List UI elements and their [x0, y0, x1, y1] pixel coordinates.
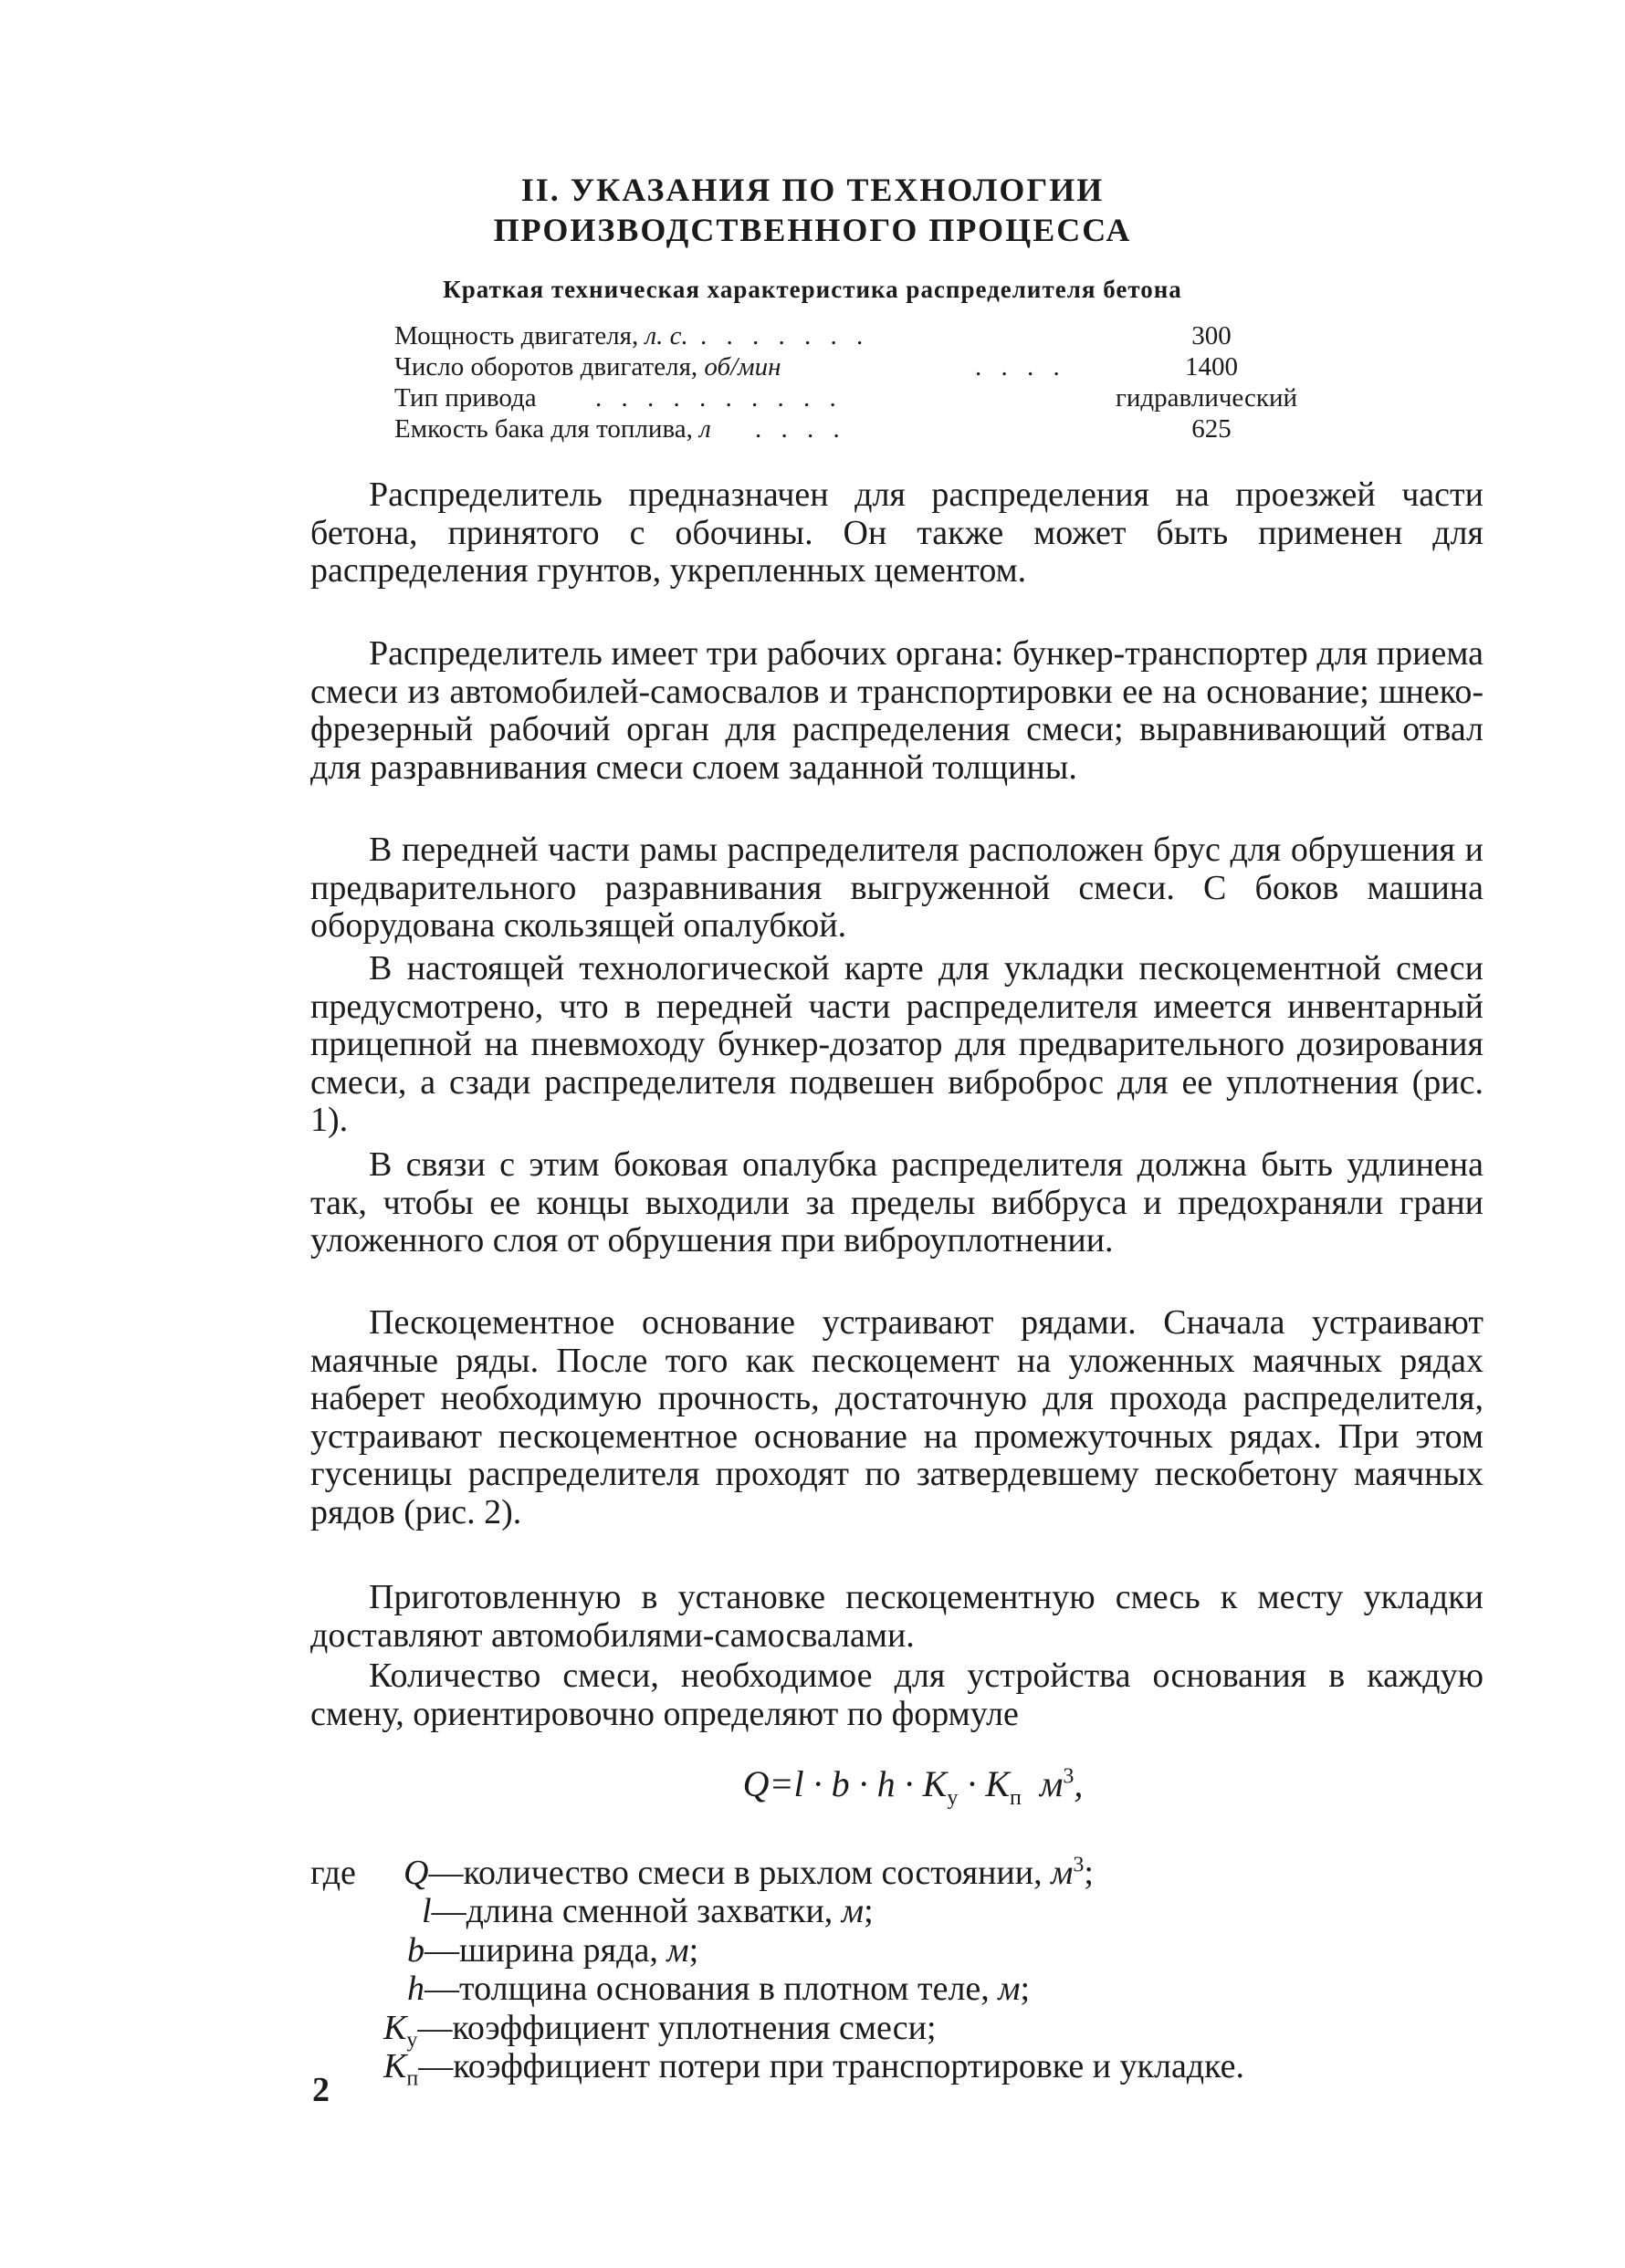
body-text [310, 476, 1483, 591]
spec-label: Мощность двигателя, л. с. [394, 321, 688, 350]
spec-leader-dots: . . . . . . . [700, 321, 870, 350]
legend-item: h—толщина основания в плотном теле, м; [407, 1970, 1031, 2008]
page-number: 2 [312, 2071, 330, 2109]
spec-value: гидравлический [1116, 383, 1298, 413]
legend-item: l—длина сменной захватки, м; [422, 1892, 874, 1930]
spec-leader-dots: . . . . . . . . . . [595, 383, 843, 413]
spec-label: Емкость бака для топлива, л [394, 414, 711, 444]
paragraph: В настоящей технологической карте для укладки пескоцементной смеси предусмотрено, что в передней части распределителя имеется инвентарный прицепной на пневмоходу бункер-дозатор для предварительного дозирования смеси, а сзади распределителя подвешен виброброс для ее уплотнения (рис. 1). [310, 949, 1483, 1140]
spec-row [394, 321, 1380, 354]
legend-where-label: где [310, 1854, 356, 1892]
spec-label: Число оборотов двигателя, об/мин [394, 352, 781, 381]
paragraph: Количество смеси, необходимое для устройства основания в каждую смену, ориентировочно определяют по формуле [310, 1657, 1483, 1733]
spec-leader-dots: . . . . [975, 352, 1066, 381]
spec-row [394, 352, 1380, 385]
paragraph: В связи с этим боковая опалубка распределителя должна быть удлинена так, чтобы ее концы выходили за пределы виббруса и предохраняли грани уложенного слоя от обрушения при виброуплотнении. [310, 1145, 1483, 1260]
legend-item: $K_у—коэффициент$ уплотнения смеси; [383, 2009, 937, 2053]
spec-table-title: Краткая техническая характеристика распределителя бетона [443, 276, 1182, 303]
legend-item: b—ширина ряда, м; [407, 1931, 699, 1970]
body-text [310, 1579, 1483, 1655]
paragraph: В передней части рамы распределителя расположен брус для обрушения и предварительного разравнивания выгруженной смеси. С боков машина оборудована скользящей опалубкой. [310, 831, 1483, 946]
formula: $Q=l \cdot b \cdot h \cdot K_у \cdot K_п$ $м^3$, [742, 1763, 1084, 1810]
paragraph: Распределитель предназначен для распределения на проезжей части бетона, принятого с обочины. Он также может быть применен для распределения грунтов, укрепленных цементом. [310, 476, 1483, 591]
spec-value: 300 [1191, 321, 1232, 350]
legend-item: $K_п—коэффициент$ потери при транспортировке и укладке. [383, 2047, 1245, 2091]
paragraph: Приготовленную в установке пескоцементную смесь к месту укладки доставляют автомобилями-самосвалами. [310, 1578, 1483, 1655]
spec-value: 1400 [1185, 352, 1238, 381]
body-text [310, 1304, 1483, 1532]
section-heading-line-2: ПРОИЗВОДСТВЕННОГО ПРОЦЕССА [493, 212, 1132, 248]
body-text [310, 1657, 1483, 1733]
body-text [310, 635, 1483, 787]
body-text [310, 950, 1483, 1140]
spec-row [394, 414, 1380, 447]
legend-item: Q—количество смеси в рыхлом состоянии, $м^3$; [404, 1853, 1094, 1892]
spec-row [394, 383, 1380, 416]
spec-leader-dots: . . . . [755, 414, 846, 444]
body-text [310, 1146, 1483, 1260]
body-text [310, 831, 1483, 946]
spec-value: 625 [1191, 414, 1232, 444]
spec-label: Тип привода [394, 383, 537, 413]
section-heading-line-1: II. УКАЗАНИЯ ПО ТЕХНОЛОГИИ [520, 172, 1105, 208]
paragraph: Распределитель имеет три рабочих органа: бункер-транспортер для приема смеси из автомобилей-самосвалов и транспортировки ее на основание; шнеко-фрезерный рабочий орган для распределения смеси; выравнивающий отвал для разравнивания смеси слоем заданной толщины. [310, 634, 1483, 787]
paragraph: Пескоцементное основание устраивают рядами. Сначала устраивают маячные ряды. После того как пескоцемент на уложенных маячных рядах наберет необходимую прочность, достаточную для прохода распределителя, устраивают пескоцементное основание на промежуточных рядах. При этом гусеницы распределителя проходят по затвердевшему пескобетону маячных рядов (рис. 2). [310, 1303, 1483, 1531]
